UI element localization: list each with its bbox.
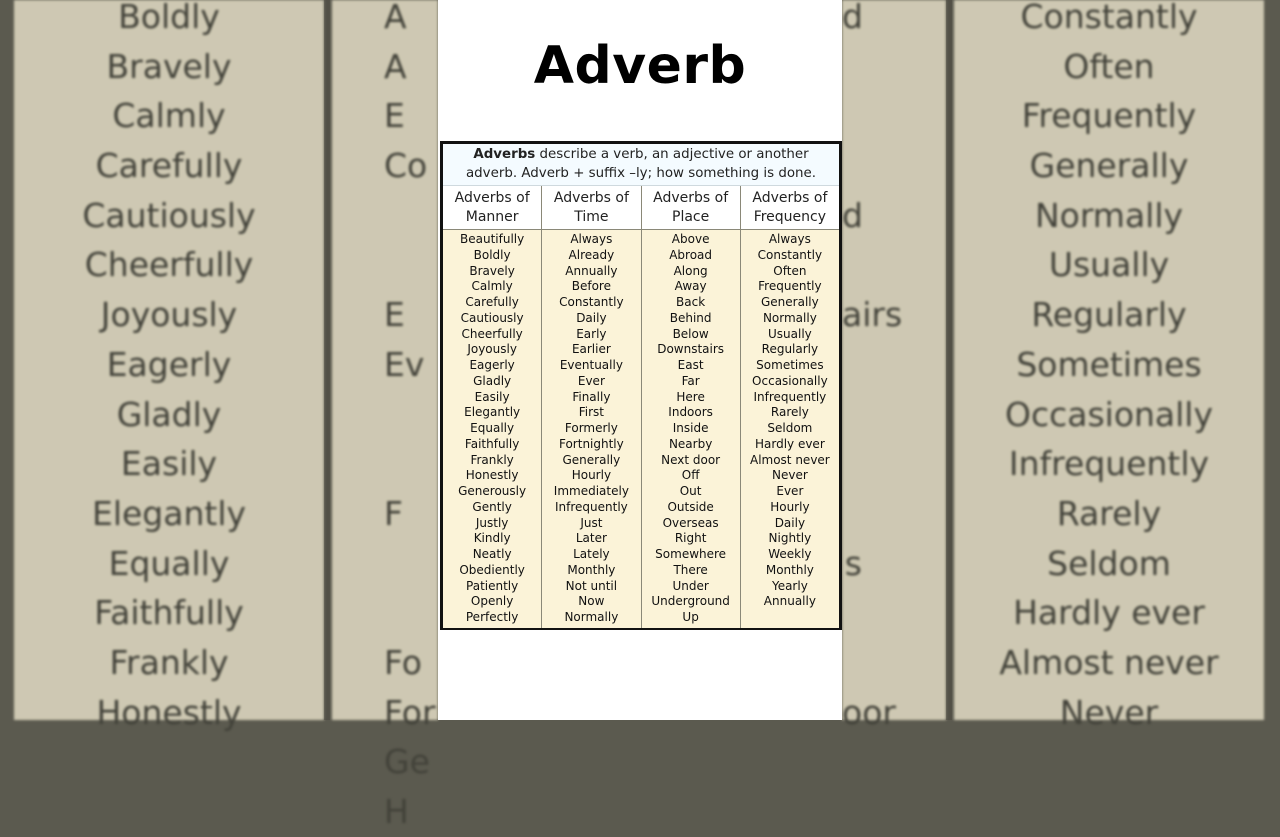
- list-item: Back: [676, 295, 706, 309]
- list-item: Annually: [763, 594, 816, 609]
- background-word: Regularly: [1031, 295, 1187, 335]
- background-word: d: [842, 195, 863, 235]
- list-item: Occasionally: [752, 373, 828, 388]
- list-item: Sometimes: [756, 358, 824, 372]
- list-item: Early: [576, 326, 607, 341]
- list-item: Up: [682, 610, 699, 624]
- list-item: Before: [571, 279, 611, 294]
- column-list: [443, 230, 541, 628]
- list-item: Overseas: [662, 515, 719, 530]
- column-header-line2: Manner: [465, 208, 519, 225]
- page-title: Adverb: [533, 36, 747, 96]
- background-word: [842, 390, 946, 440]
- column-list: [642, 230, 740, 628]
- background-word: [842, 141, 946, 191]
- list-item: Constantly: [757, 247, 823, 262]
- background-word: oor: [842, 692, 896, 732]
- intro-line2: adverb. Adverb + suffix –ly; how something is done.: [465, 166, 817, 181]
- table-column: [741, 186, 839, 628]
- background-word: Honestly: [96, 692, 242, 732]
- list-item: Earlier: [571, 342, 611, 357]
- list-item: Somewhere: [655, 547, 727, 561]
- list-item: Easily: [474, 389, 510, 404]
- background-word: E: [384, 96, 405, 136]
- column-header: [741, 186, 839, 230]
- background-word: Ev: [384, 344, 425, 384]
- list-item: Abroad: [669, 247, 713, 262]
- column-header-line1: Adverbs of: [653, 189, 729, 206]
- list-item: There: [673, 562, 708, 577]
- list-item: Always: [570, 232, 613, 246]
- list-item: Outside: [667, 499, 714, 514]
- table-intro: [443, 144, 839, 186]
- background-word: Sometimes: [1016, 344, 1202, 384]
- background-word: Frankly: [109, 642, 229, 682]
- list-item: Weekly: [768, 547, 812, 561]
- list-item: Monthly: [567, 562, 616, 577]
- list-item: Joyously: [467, 342, 517, 357]
- column-header: [642, 186, 740, 230]
- list-item: First: [578, 405, 604, 420]
- list-item: Formerly: [564, 421, 618, 435]
- list-item: Now: [578, 594, 605, 609]
- list-item: Off: [681, 468, 700, 483]
- background-word: Gladly: [116, 394, 222, 434]
- background-word: d: [842, 0, 863, 36]
- background-word: Bravely: [106, 46, 232, 86]
- list-item: Usually: [767, 326, 812, 341]
- list-item: Eagerly: [469, 358, 515, 372]
- background-word: Almost never: [999, 642, 1219, 682]
- list-item: Rarely: [770, 405, 809, 420]
- background-word: s: [844, 543, 862, 583]
- list-item: Beautifully: [460, 232, 525, 246]
- list-item: Generally: [562, 452, 621, 467]
- list-item: Already: [568, 247, 615, 262]
- list-item: Patiently: [466, 578, 519, 593]
- background-divider: [324, 0, 330, 720]
- background-word: Occasionally: [1004, 394, 1214, 434]
- column-header: [542, 186, 640, 230]
- background-word: [842, 489, 946, 539]
- list-item: Along: [673, 263, 708, 278]
- background-word: Faithfully: [94, 593, 244, 633]
- background-word: Often: [1063, 46, 1155, 86]
- list-item: Downstairs: [657, 342, 725, 357]
- list-item: Just: [580, 515, 603, 530]
- background-word: [332, 588, 438, 638]
- list-item: Hourly: [770, 499, 810, 514]
- background-word: Normally: [1034, 195, 1184, 235]
- background-word: [842, 340, 946, 390]
- background-word: Ge: [384, 742, 430, 782]
- background-word: F: [384, 493, 403, 533]
- background-word: Eagerly: [106, 344, 232, 384]
- list-item: Underground: [651, 594, 730, 609]
- list-item: Ever: [577, 373, 605, 388]
- list-item: Annually: [565, 263, 618, 278]
- background-word: Seldom: [1047, 543, 1171, 583]
- list-item: Indoors: [668, 405, 713, 420]
- list-item: Infrequently: [753, 389, 827, 404]
- background-word: Carefully: [95, 146, 243, 186]
- list-item: Away: [674, 279, 707, 294]
- background-place-column: [842, 0, 946, 732]
- list-item: Lately: [573, 547, 610, 561]
- list-item: Normally: [762, 310, 817, 325]
- list-item: Fortnightly: [558, 436, 624, 451]
- list-item: Generally: [761, 295, 819, 309]
- list-item: Later: [575, 531, 607, 546]
- adverb-table: [440, 141, 842, 630]
- list-item: Openly: [470, 594, 514, 609]
- list-item: Obediently: [459, 562, 525, 577]
- list-item: Calmly: [471, 279, 513, 294]
- background-word: [332, 390, 438, 440]
- list-item: Cheerfully: [461, 326, 523, 341]
- background-word: Frequently: [1021, 96, 1197, 136]
- list-item: Regularly: [761, 342, 819, 357]
- background-word: [842, 240, 946, 290]
- table-column: [443, 186, 542, 628]
- list-item: Above: [671, 232, 710, 246]
- column-header-line2: Place: [672, 208, 710, 225]
- list-item: Elegantly: [464, 405, 521, 420]
- list-item: Boldly: [473, 247, 511, 262]
- background-word: Equally: [108, 543, 230, 583]
- list-item: Equally: [470, 421, 515, 435]
- list-item: Normally: [564, 610, 619, 624]
- column-header-line1: Adverbs of: [454, 189, 530, 206]
- list-item: Out: [679, 484, 702, 498]
- background-word: Generally: [1029, 146, 1189, 186]
- intro-line1: describe a verb, an adjective or another: [535, 147, 809, 162]
- list-item: Here: [676, 389, 705, 404]
- background-word: [332, 439, 438, 489]
- list-item: East: [677, 358, 704, 372]
- table-columns: [443, 186, 839, 628]
- list-item: Frequently: [758, 279, 822, 294]
- list-item: Next door: [661, 452, 721, 467]
- list-item: Daily: [576, 310, 607, 325]
- column-header-line1: Adverbs of: [553, 189, 629, 206]
- background-word: [332, 191, 438, 241]
- list-item: Seldom: [767, 421, 813, 435]
- list-item: Gently: [472, 499, 512, 514]
- background-word: Joyously: [100, 295, 238, 335]
- list-item: Ever: [776, 484, 804, 498]
- background-word: Cheerfully: [84, 245, 254, 285]
- column-list: [542, 230, 640, 628]
- list-item: Nearby: [668, 436, 713, 451]
- list-item: Infrequently: [554, 499, 628, 514]
- list-item: Honestly: [465, 468, 519, 483]
- background-word: [842, 91, 946, 141]
- background-word: airs: [842, 295, 903, 335]
- list-item: Not until: [565, 578, 618, 593]
- background-word: Calmly: [112, 96, 226, 136]
- background-word: [332, 240, 438, 290]
- background-word: Cautiously: [82, 195, 256, 235]
- background-word: Usually: [1048, 245, 1170, 285]
- list-item: Hardly ever: [754, 436, 825, 451]
- background-word: A: [384, 0, 407, 36]
- background-word: Boldly: [118, 0, 220, 36]
- table-column: [642, 186, 741, 628]
- list-item: Always: [768, 232, 811, 246]
- content-panel: [438, 0, 842, 720]
- list-item: Far: [681, 373, 700, 388]
- background-word: [842, 42, 946, 92]
- background-word: Co: [384, 146, 428, 186]
- list-item: Immediately: [553, 484, 629, 498]
- background-word: E: [384, 295, 405, 335]
- table-column: [542, 186, 641, 628]
- list-item: Monthly: [765, 562, 814, 577]
- column-header: [443, 186, 541, 230]
- list-item: Frankly: [470, 452, 514, 467]
- list-item: Bravely: [469, 263, 515, 278]
- list-item: Yearly: [771, 578, 808, 593]
- background-word: Elegantly: [91, 493, 247, 533]
- list-item: Daily: [774, 515, 806, 530]
- column-list: [741, 230, 839, 628]
- background-word: Infrequently: [1008, 444, 1210, 484]
- list-item: Behind: [669, 310, 712, 325]
- background-word: [842, 439, 946, 489]
- list-item: Hourly: [571, 468, 612, 483]
- background-word: H: [384, 792, 409, 831]
- list-item: Inside: [672, 421, 709, 435]
- list-item: Perfectly: [465, 610, 519, 624]
- column-header-line1: Adverbs of: [752, 189, 828, 206]
- list-item: Finally: [572, 389, 611, 404]
- background-word: For: [384, 692, 436, 732]
- list-item: Right: [674, 531, 707, 546]
- list-item: Nightly: [768, 531, 812, 546]
- background-word: [332, 539, 438, 589]
- background-word: Hardly ever: [1013, 593, 1205, 633]
- background-word: Constantly: [1020, 0, 1198, 36]
- list-item: Gladly: [473, 373, 512, 388]
- list-item: Below: [672, 326, 709, 341]
- background-frequency-column: [954, 0, 1264, 732]
- list-item: Often: [773, 263, 807, 278]
- background-word: Rarely: [1056, 493, 1162, 533]
- list-item: Under: [672, 578, 709, 593]
- list-item: Constantly: [559, 295, 624, 309]
- list-item: Almost never: [749, 452, 830, 467]
- intro-bold: Adverbs: [473, 147, 536, 162]
- background-manner-column: [14, 0, 324, 732]
- list-item: Kindly: [473, 531, 511, 546]
- background-divider: [946, 0, 952, 720]
- list-item: Generously: [458, 484, 527, 498]
- list-item: Cautiously: [460, 310, 524, 325]
- background-word: A: [384, 46, 407, 86]
- list-item: Never: [771, 468, 808, 483]
- list-item: Faithfully: [464, 436, 520, 451]
- list-item: Eventually: [559, 358, 623, 372]
- background-word: Easily: [120, 444, 218, 484]
- background-time-column: [332, 0, 438, 831]
- background-word: Fo: [384, 642, 422, 682]
- list-item: Justly: [475, 515, 509, 530]
- background-word: Never: [1059, 692, 1159, 732]
- background-word: [842, 638, 946, 688]
- list-item: Carefully: [465, 295, 519, 309]
- column-header-line2: Frequency: [753, 208, 827, 225]
- column-header-line2: Time: [574, 208, 609, 225]
- list-item: Neatly: [472, 547, 512, 561]
- background-word: [842, 588, 946, 638]
